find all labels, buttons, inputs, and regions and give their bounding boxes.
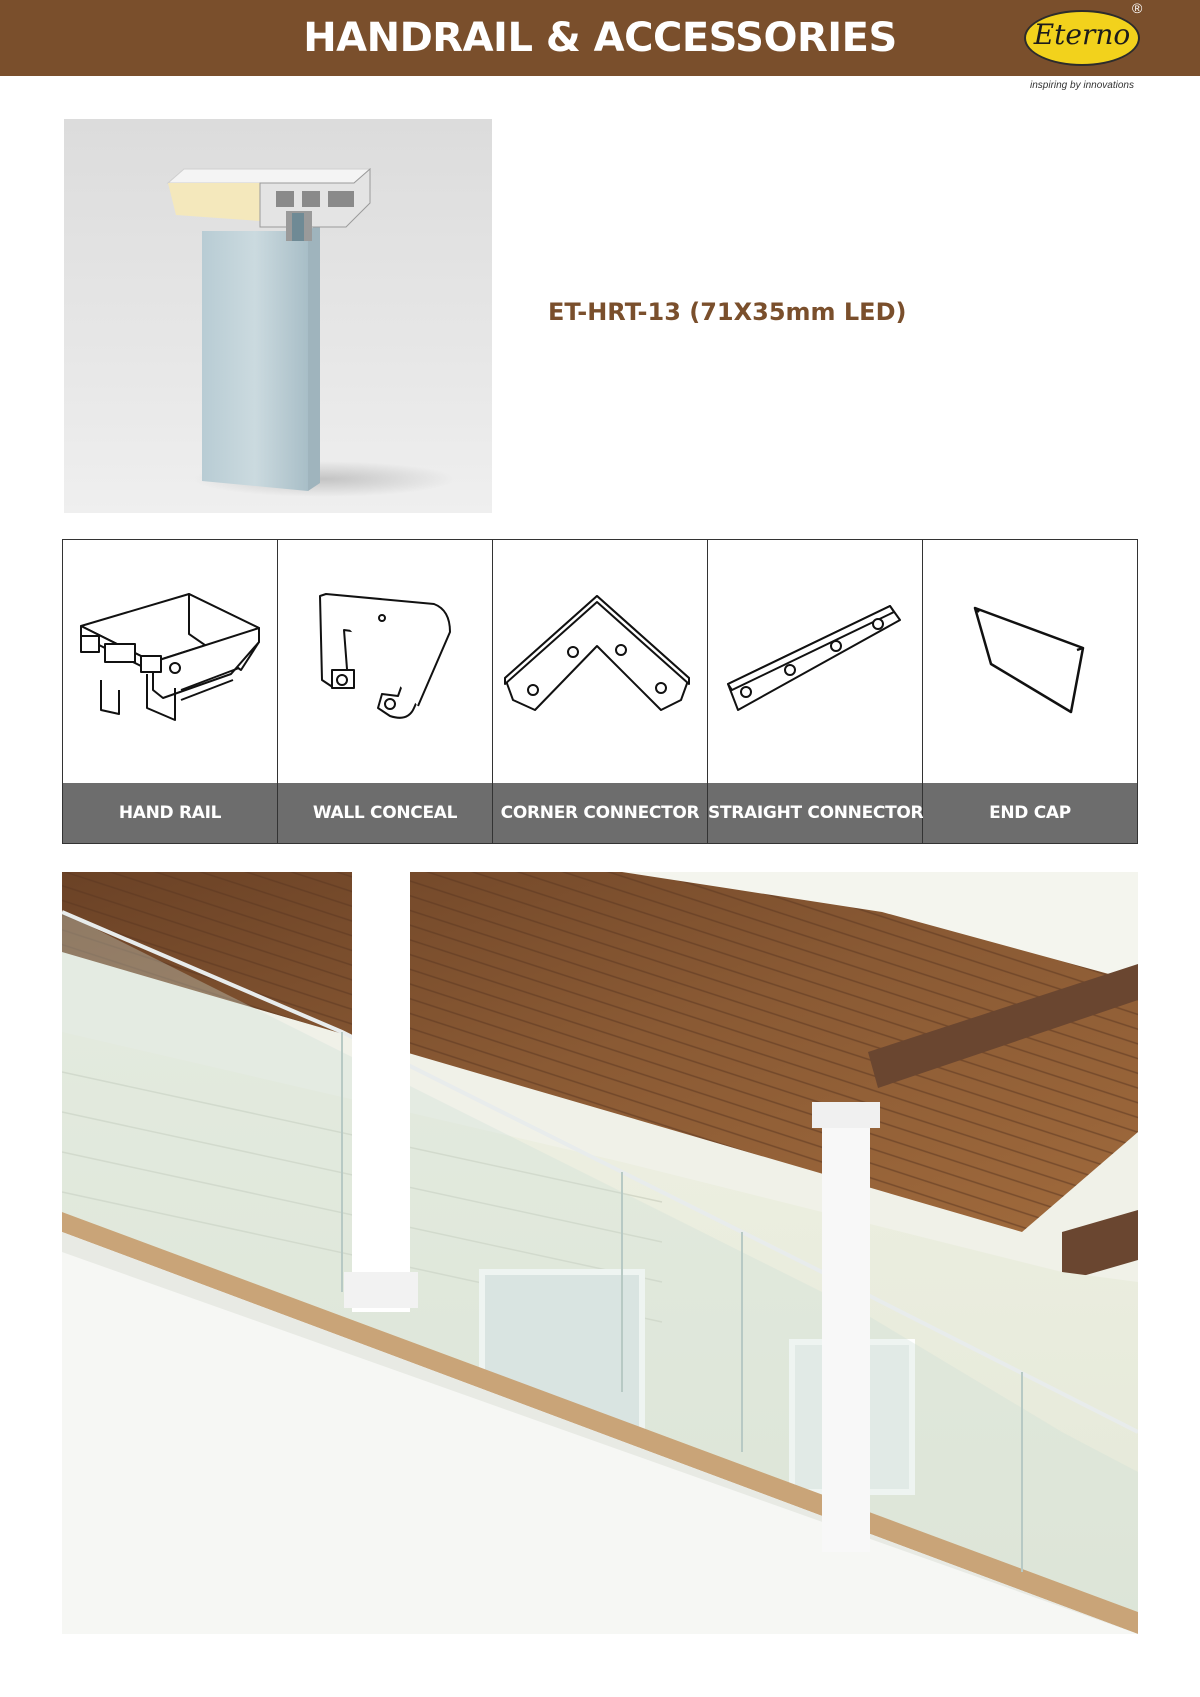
- accessory-caption: HAND RAIL: [63, 783, 277, 843]
- logo-brand-text: Eterno: [1033, 18, 1131, 51]
- accessory-corner-connector: [493, 540, 708, 843]
- corner-connector-drawing-icon: [493, 540, 707, 783]
- end-cap-drawing-icon: [923, 540, 1137, 783]
- brand-logo: [1020, 2, 1170, 92]
- accessory-caption: CORNER CONNECTOR: [493, 783, 707, 843]
- hand-rail-drawing-icon: [63, 540, 277, 783]
- accessory-caption: WALL CONCEAL: [278, 783, 492, 843]
- wall-conceal-drawing-icon: [278, 540, 492, 783]
- product-model-label: ET-HRT-13 (71X35mm LED): [548, 298, 907, 326]
- registered-mark: ®: [1132, 0, 1143, 16]
- installation-photo-svg: [62, 872, 1138, 1634]
- straight-connector-drawing-icon: [708, 540, 922, 783]
- accessory-wall-conceal: [278, 540, 493, 843]
- accessories-table: [62, 539, 1138, 844]
- installation-photo: [62, 872, 1138, 1634]
- accessory-straight-connector: [708, 540, 923, 843]
- accessory-caption: STRAIGHT CONNECTOR: [708, 783, 922, 843]
- accessory-caption: END CAP: [923, 783, 1137, 843]
- logo-tagline: inspiring by innovations: [1030, 80, 1134, 91]
- product-render-image: [64, 119, 492, 513]
- accessory-hand-rail: [63, 540, 278, 843]
- page-title: HANDRAIL & ACCESSORIES: [303, 15, 897, 61]
- product-render-svg: [64, 119, 492, 513]
- accessory-end-cap: [923, 540, 1137, 843]
